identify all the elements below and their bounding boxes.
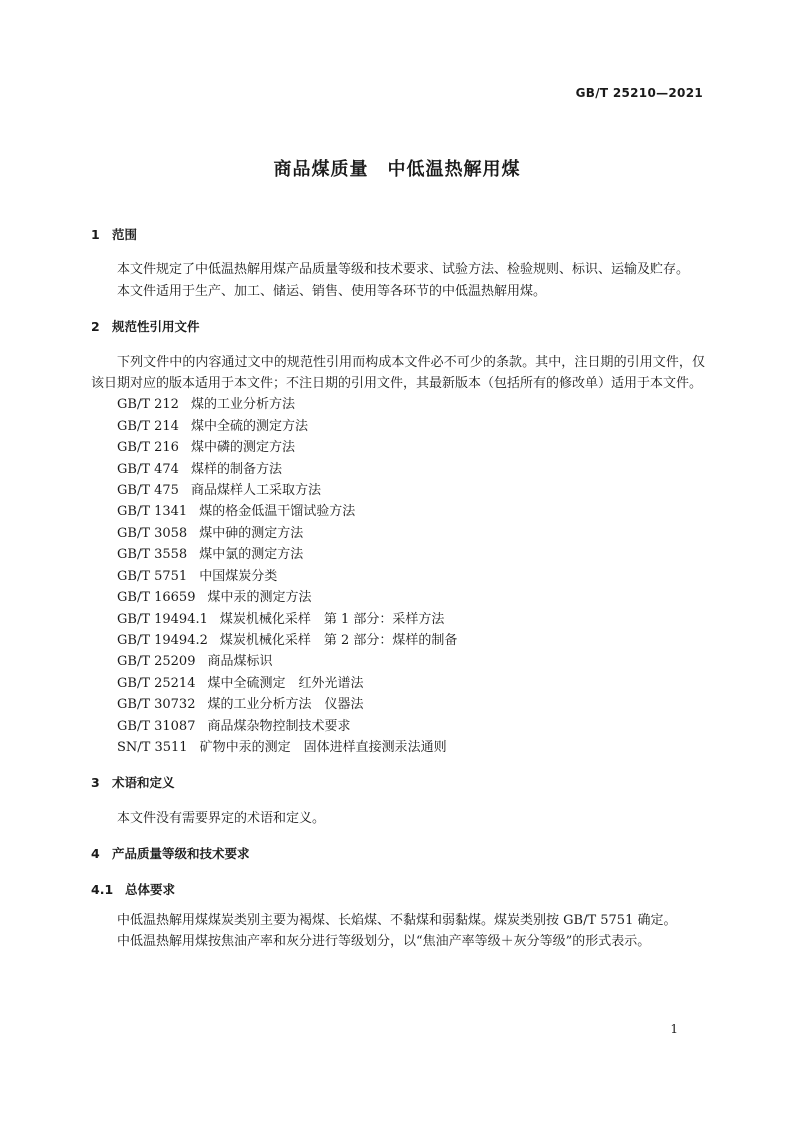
reference-code: GB/T 19494.2 [117, 632, 208, 648]
reference-title: 煤炭机械化采样 第 2 部分：煤样的制备 [219, 632, 458, 648]
reference-item [91, 587, 705, 608]
section-title: 术语和定义 [112, 775, 175, 791]
reference-title: 煤中全硫的测定方法 [190, 418, 308, 434]
reference-item [91, 501, 705, 522]
reference-code: GB/T 3058 [117, 525, 188, 541]
reference-code: GB/T 475 [117, 483, 179, 499]
reference-code: GB/T 30732 [117, 697, 196, 713]
reference-code: GB/T 212 [117, 397, 179, 413]
page-number: 1 [670, 1022, 678, 1036]
reference-code: GB/T 214 [117, 418, 179, 434]
section-4-1-paragraph-1: 中低温热解用煤煤炭类别主要为褐煤、长焰煤、不黏煤和弱黏煤。煤炭类别按 GB/T 5751 确定。 [117, 912, 677, 928]
reference-title: 商品煤杂物控制技术要求 [207, 718, 351, 734]
section-4-heading [91, 843, 705, 864]
section-3-heading [91, 772, 705, 793]
section-2-intro: 下列文件中的内容通过文中的规范性引用而构成本文件必不可少的条款。其中，注日期的引用文件，仅该日期对应的版本适用于本文件；不注日期的引用文件，其最新版本（包括所有的修改单）适用于本文件。 [91, 354, 705, 392]
section-3-paragraph: 本文件没有需要界定的术语和定义。 [117, 810, 326, 826]
section-4-1-heading [91, 879, 705, 900]
reference-title: 煤中全硫测定 红外光谱法 [207, 675, 364, 691]
reference-item [91, 459, 705, 480]
section-number: 2 [91, 319, 100, 335]
section-4-1-paragraph-2: 中低温热解用煤按焦油产率和灰分进行等级划分，以“焦油产率等级＋灰分等级”的形式表示。 [117, 934, 651, 950]
section-number: 4 [91, 846, 100, 862]
section-title: 产品质量等级和技术要求 [112, 846, 250, 862]
reference-code: GB/T 16659 [117, 590, 196, 606]
section-1-paragraph-2: 本文件适用于生产、加工、储运、销售、使用等各环节的中低温热解用煤。 [117, 283, 547, 299]
reference-item [91, 694, 705, 715]
document-title: 商品煤质量 中低温热解用煤 [273, 159, 521, 180]
reference-title: 煤中磷的测定方法 [190, 440, 295, 456]
reference-code: GB/T 31087 [117, 718, 196, 734]
reference-code: GB/T 216 [117, 440, 179, 456]
reference-title: 煤的工业分析方法 [190, 397, 295, 413]
reference-title: 商品煤标识 [207, 654, 273, 670]
section-2-heading [91, 316, 705, 337]
reference-code: GB/T 25209 [117, 654, 196, 670]
reference-code: GB/T 3558 [117, 547, 188, 563]
subsection-title: 总体要求 [125, 881, 176, 897]
reference-item [91, 566, 705, 587]
standard-code: GB/T 25210—2021 [575, 86, 703, 100]
reference-item [91, 437, 705, 458]
section-number: 3 [91, 775, 100, 791]
section-title: 范围 [112, 227, 138, 242]
reference-title: 煤中汞的测定方法 [207, 590, 312, 606]
document-body [91, 224, 705, 953]
reference-item [91, 630, 705, 651]
reference-title: 矿物中汞的测定 固体进样直接测汞法通则 [199, 739, 447, 755]
reference-title: 中国煤炭分类 [199, 568, 278, 584]
reference-title: 煤的格金低温干馏试验方法 [199, 504, 356, 520]
reference-item [91, 716, 705, 737]
reference-code: GB/T 5751 [117, 568, 188, 584]
reference-code: GB/T 1341 [117, 504, 188, 520]
reference-item [91, 737, 705, 758]
reference-code: SN/T 3511 [117, 739, 188, 755]
section-title: 规范性引用文件 [112, 319, 200, 335]
reference-title: 煤炭机械化采样 第 1 部分：采样方法 [219, 611, 445, 627]
reference-item [91, 609, 705, 630]
reference-code: GB/T 25214 [117, 675, 196, 691]
reference-item [91, 544, 705, 565]
subsection-number: 4.1 [91, 881, 114, 897]
reference-item [91, 651, 705, 672]
reference-list [91, 394, 705, 758]
reference-item [91, 416, 705, 437]
reference-item [91, 673, 705, 694]
reference-code: GB/T 19494.1 [117, 611, 208, 627]
reference-code: GB/T 474 [117, 461, 179, 477]
section-number: 1 [91, 227, 100, 242]
reference-item [91, 523, 705, 544]
reference-item [91, 394, 705, 415]
reference-title: 煤中氯的测定方法 [199, 547, 304, 563]
reference-title: 商品煤样人工采取方法 [190, 483, 321, 499]
reference-title: 煤中砷的测定方法 [199, 525, 304, 541]
section-1-heading [91, 224, 705, 245]
section-1-paragraph-1: 本文件规定了中低温热解用煤产品质量等级和技术要求、试验方法、检验规则、标识、运输及贮存。 [117, 262, 690, 278]
reference-title: 煤样的制备方法 [190, 461, 282, 477]
reference-title: 煤的工业分析方法 仪器法 [207, 697, 364, 713]
reference-item [91, 480, 705, 501]
